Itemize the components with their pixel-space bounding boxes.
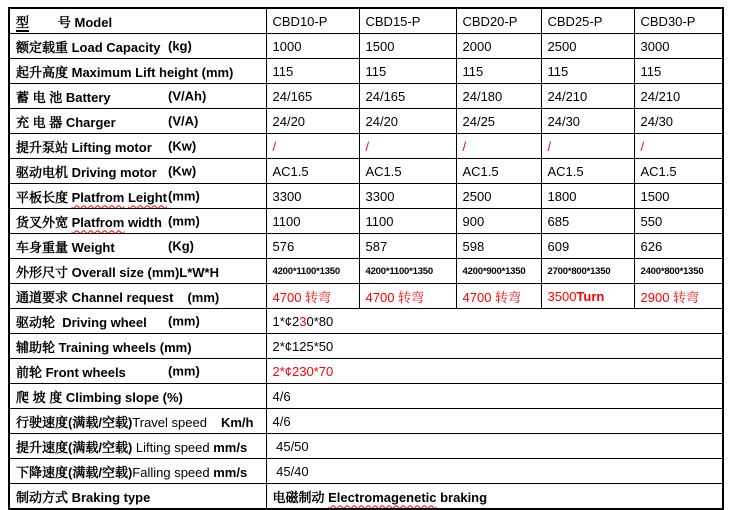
cell-load-capacity-1: 1500 [359,34,456,59]
table-row-training-wheels [9,334,723,359]
table-row-load-capacity [9,34,723,59]
row-label-falling-speed [9,459,266,484]
cell-platform-length-2: 2500 [456,184,541,209]
row-label-braking-type-seg0: 制动方式 Braking type [16,489,151,505]
row-label-max-lift-height [9,59,266,84]
cell-max-lift-height-2: 115 [456,59,541,84]
cell-max-lift-height-1: 115 [359,59,456,84]
row-label-lifting-speed-seg1: Lifting speed [135,439,214,455]
cell-driving-motor-0: AC1.5 [266,159,359,184]
row-label-channel-request-seg0: 通道要求 Channel request [16,289,174,305]
row-label-platform-width-seg0: 货叉外宽 [16,214,72,230]
cell-braking-type-0-seg2: braking [436,489,488,505]
cell-lifting-motor-1: / [359,134,456,159]
row-unit-travel-speed: Km/h [220,414,254,430]
cell-training-wheels-0: 2*¢125*50 [266,334,723,359]
cell-channel-request-3-seg0: 3500 [547,288,577,304]
cell-model-3: CBD25-P [541,8,634,34]
row-label-platform-length-seg1: Platfrom [71,189,125,205]
spec-table [8,7,724,510]
cell-battery-0: 24/165 [266,84,359,109]
cell-charger-2: 24/25 [456,109,541,134]
cell-platform-width-0: 1100 [266,209,359,234]
cell-platform-length-3: 1800 [541,184,634,209]
cell-charger-0: 24/20 [266,109,359,134]
row-label-climbing-slope-seg0: 爬 坡 度 Climbing slope (%) [16,389,183,405]
cell-model-2: CBD20-P [456,8,541,34]
cell-load-capacity-3: 2500 [541,34,634,59]
row-label-travel-speed-seg1: Travel speed [132,414,207,430]
cell-platform-length-0: 3300 [266,184,359,209]
table-row-max-lift-height [9,59,723,84]
table-row-lifting-motor [9,134,723,159]
cell-max-lift-height-0: 115 [266,59,359,84]
table-row-lifting-speed [9,434,723,459]
cell-load-capacity-0: 1000 [266,34,359,59]
row-label-training-wheels-seg0: 辅助轮 Training wheels (mm) [16,339,192,355]
row-label-lifting-motor-seg0: 提升泵站 Lifting motor [16,139,152,155]
row-label-model-seg0: 型 [16,14,30,30]
row-unit-charger: (V/A) [168,113,199,129]
cell-driving-motor-4: AC1.5 [634,159,723,184]
row-label-climbing-slope [9,384,266,409]
row-unit-channel-request: (mm) [187,289,220,305]
row-label-channel-request [9,284,266,309]
row-label-model-seg2: Model [74,14,113,30]
cell-load-capacity-4: 3000 [634,34,723,59]
cell-weight-1: 587 [359,234,456,259]
cell-weight-3: 609 [541,234,634,259]
cell-lifting-motor-4: / [634,134,723,159]
row-label-charger-seg0: 充 电 器 Charger [16,114,116,130]
row-label-platform-length-seg3: Leight [127,189,167,205]
row-label-load-capacity [9,34,266,59]
cell-weight-0: 576 [266,234,359,259]
row-label-platform-width-seg1: Platfrom [71,214,125,230]
row-label-falling-speed-seg0: 下降速度(满载/空载) [16,464,133,480]
cell-max-lift-height-4: 115 [634,59,723,84]
cell-braking-type-0-seg0: 电磁制动 [272,489,329,505]
row-label-travel-speed-seg0: 行驶速度(满载/空载) [16,414,133,430]
row-label-front-wheels [9,359,266,384]
row-unit-platform-width: (mm) [168,213,200,229]
row-label-platform-length [9,184,266,209]
row-label-model [9,8,266,34]
table-row-driving-wheel [9,309,723,334]
cell-battery-4: 24/210 [634,84,723,109]
row-unit-battery: (V/Ah) [168,88,207,104]
cell-braking-type-0-seg1: Electromagenetic [328,489,437,505]
cell-charger-4: 24/30 [634,109,723,134]
cell-channel-request-3 [541,284,634,309]
row-label-lifting-speed-seg0: 提升速度(满载/空载) [16,439,136,455]
row-label-falling-speed-seg2: mm/s [213,464,248,480]
row-label-max-lift-height-seg0: 起升高度 Maximum Lift height (mm) [16,64,234,80]
row-label-front-wheels-seg0: 前轮 Front wheels [16,364,126,380]
cell-model-1: CBD15-P [359,8,456,34]
row-label-lifting-speed [9,434,266,459]
spec-table-body [9,8,723,509]
cell-battery-2: 24/180 [456,84,541,109]
row-label-weight-seg0: 车身重量 Weight [16,239,115,255]
cell-platform-length-4: 1500 [634,184,723,209]
row-label-training-wheels [9,334,266,359]
row-label-charger [9,109,266,134]
cell-overall-size-0: 4200*1100*1350 [266,259,359,284]
cell-driving-motor-3: AC1.5 [541,159,634,184]
cell-front-wheels-0-seg0: 2*¢230*70 [272,363,334,379]
row-label-falling-speed-seg1: Falling speed [132,464,214,480]
row-unit-lifting-motor: (Kw) [168,138,197,154]
cell-channel-request-0: 4700 转弯 [266,284,359,309]
row-label-platform-length-seg0: 平板长度 [16,189,72,205]
cell-overall-size-2: 4200*900*1350 [456,259,541,284]
row-unit-front-wheels: (mm) [168,363,200,379]
cell-platform-width-4: 550 [634,209,723,234]
table-row-front-wheels [9,359,723,384]
table-row-travel-speed [9,409,723,434]
cell-driving-wheel-0-seg1: 3 [299,313,307,329]
cell-lifting-motor-3: / [541,134,634,159]
row-unit-platform-length: (mm) [168,188,200,204]
cell-falling-speed-0: 45/40 [266,459,723,484]
cell-battery-3: 24/210 [541,84,634,109]
row-label-overall-size-seg0: 外形尺寸 Overall size (mm)L*W*H [16,264,219,280]
cell-platform-width-1: 1100 [359,209,456,234]
cell-driving-wheel-0-seg2: 0*80 [306,313,334,329]
cell-overall-size-1: 4200*1100*1350 [359,259,456,284]
table-row-climbing-slope [9,384,723,409]
cell-channel-request-2: 4700 转弯 [456,284,541,309]
cell-driving-wheel-0 [266,309,723,334]
cell-climbing-slope-0: 4/6 [266,384,723,409]
row-label-model-seg1: 号 [29,14,75,30]
cell-overall-size-4: 2400*800*1350 [634,259,723,284]
cell-weight-2: 598 [456,234,541,259]
cell-front-wheels-0 [266,359,723,384]
table-row-driving-motor [9,159,723,184]
row-label-driving-motor [9,159,266,184]
row-label-braking-type [9,484,266,510]
cell-driving-motor-1: AC1.5 [359,159,456,184]
row-label-load-capacity-seg0: 额定载重 Load Capacity [16,39,161,55]
cell-max-lift-height-3: 115 [541,59,634,84]
cell-model-0: CBD10-P [266,8,359,34]
cell-lifting-motor-2: / [456,134,541,159]
table-row-battery [9,84,723,109]
cell-travel-speed-0: 4/6 [266,409,723,434]
table-row-platform-length [9,184,723,209]
row-label-driving-motor-seg0: 驱动电机 Driving motor [16,164,157,180]
row-label-platform-width-seg2: width [124,214,162,230]
cell-platform-length-1: 3300 [359,184,456,209]
table-row-overall-size [9,259,723,284]
table-row-weight [9,234,723,259]
table-row-platform-width [9,209,723,234]
cell-channel-request-1: 4700 转弯 [359,284,456,309]
row-label-driving-wheel [9,309,266,334]
table-row-braking-type [9,484,723,510]
table-row-charger [9,109,723,134]
cell-model-4: CBD30-P [634,8,723,34]
table-row-model [9,8,723,34]
row-label-overall-size [9,259,266,284]
row-unit-driving-motor: (Kw) [168,163,197,179]
row-unit-driving-wheel: (mm) [168,313,200,329]
cell-weight-4: 626 [634,234,723,259]
row-label-driving-wheel-seg0: 驱动轮 Driving wheel [16,314,147,330]
cell-channel-request-3-seg1: Turn [576,288,605,304]
cell-driving-motor-2: AC1.5 [456,159,541,184]
cell-braking-type-0 [266,484,723,510]
row-label-travel-speed [9,409,266,434]
cell-battery-1: 24/165 [359,84,456,109]
cell-driving-wheel-0-seg0: 1*¢2 [272,313,300,329]
table-row-falling-speed [9,459,723,484]
cell-lifting-speed-0: 45/50 [266,434,723,459]
cell-load-capacity-2: 2000 [456,34,541,59]
row-label-lifting-motor [9,134,266,159]
cell-platform-width-3: 685 [541,209,634,234]
cell-charger-1: 24/20 [359,109,456,134]
row-label-lifting-speed-seg2: mm/s [213,439,248,455]
row-unit-load-capacity: (kg) [168,38,192,54]
row-unit-weight: (Kg) [168,238,194,254]
row-label-battery [9,84,266,109]
cell-charger-3: 24/30 [541,109,634,134]
row-label-weight [9,234,266,259]
cell-channel-request-4: 2900 转弯 [634,284,723,309]
row-label-battery-seg0: 蓄 电 池 Battery [16,89,111,105]
table-row-channel-request [9,284,723,309]
cell-overall-size-3: 2700*800*1350 [541,259,634,284]
cell-platform-width-2: 900 [456,209,541,234]
row-label-platform-width [9,209,266,234]
cell-lifting-motor-0: / [266,134,359,159]
